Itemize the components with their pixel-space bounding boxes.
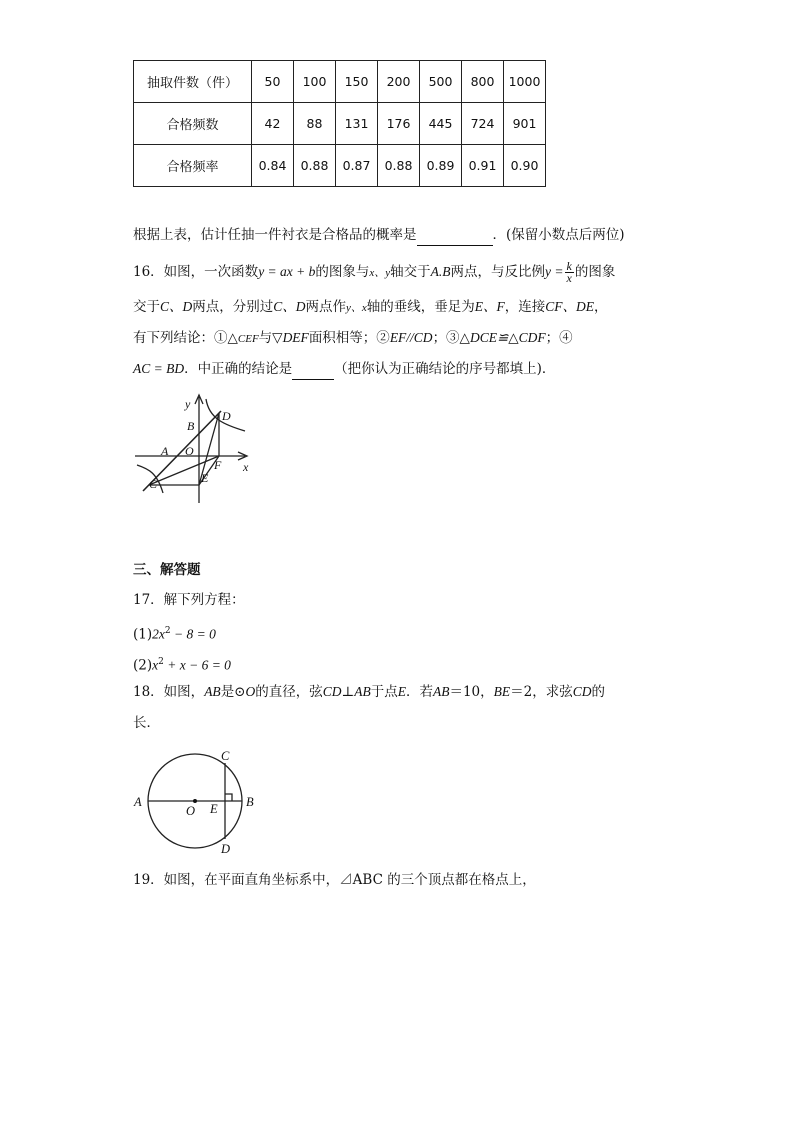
row-header: 合格频率 <box>134 145 252 187</box>
q16-line-1: 16．如图，一次函数y = ax + b的图象与x、y轴交于A.B两点，与反比例y = $\frac{k}{x}$ 的图象 <box>133 259 616 285</box>
label-y: y <box>185 397 191 411</box>
table-cell: 901 <box>504 103 546 145</box>
label-E: E <box>210 802 218 816</box>
q17-part-1: $(1)2x^2 - 8 = 0$ <box>133 626 216 643</box>
label-O: O <box>185 444 194 458</box>
table-cell: 0.89 <box>420 145 462 187</box>
center-dot <box>193 799 197 803</box>
q18-line-2: 长． <box>133 715 160 731</box>
answer-blank[interactable] <box>417 225 493 246</box>
table-cell: 0.91 <box>462 145 504 187</box>
table-cell: 200 <box>378 61 420 103</box>
label-C: C <box>221 749 230 763</box>
table-row <box>134 61 546 103</box>
q17-title: 17．解下列方程： <box>133 592 245 608</box>
row-header: 抽取件数（件） <box>134 61 252 103</box>
label-F: F <box>214 458 222 472</box>
q16-line-4: AC = BD．中正确的结论是 （把你认为正确结论的序号都填上)． <box>133 359 555 380</box>
right-angle-mark <box>225 794 232 801</box>
q15-text: 根据上表，估计任抽一件衬衣是合格品的概率是 ．(保留小数点后两位) <box>133 225 625 246</box>
q16-figure <box>135 393 260 505</box>
table-cell: 150 <box>336 61 378 103</box>
table-cell: 0.88 <box>378 145 420 187</box>
table-cell: 50 <box>252 61 294 103</box>
table-cell: 131 <box>336 103 378 145</box>
table-cell: 100 <box>294 61 336 103</box>
table-row <box>134 103 546 145</box>
section-heading: 三、解答题 <box>133 562 201 578</box>
table-cell: 0.90 <box>504 145 546 187</box>
q19-text: 19．如图，在平面直角坐标系中，⊿ABC 的三个顶点都在格点上， <box>133 872 536 888</box>
answer-blank[interactable] <box>292 359 334 380</box>
table-cell: 445 <box>420 103 462 145</box>
table-cell: 176 <box>378 103 420 145</box>
label-x: x <box>243 460 249 474</box>
label-B: B <box>187 419 195 433</box>
table-cell: 0.88 <box>294 145 336 187</box>
label-E: E <box>201 471 209 485</box>
label-A: A <box>134 795 142 809</box>
label-B: B <box>246 795 254 809</box>
label-C: C <box>149 477 158 491</box>
q16-line-2: 交于C、D两点，分别过C、D两点作y、x轴的垂线，垂足为E、F，连接CF、DE， <box>133 299 608 315</box>
label-O: O <box>186 804 196 818</box>
table-row <box>134 145 546 187</box>
frequency-table <box>133 60 546 187</box>
table-cell: 800 <box>462 61 504 103</box>
label-A: A <box>161 444 169 458</box>
q16-line-3: 有下列结论：①△CEF与▽DEF面积相等；②EF//CD；③△DCE≌△CDF；④ <box>133 330 573 346</box>
table-cell: 0.84 <box>252 145 294 187</box>
fraction-k-over-x: $\frac{k}{x}$ <box>566 259 572 285</box>
q17-part-2: $(2)x^2 + x - 6 = 0$ <box>133 657 231 674</box>
table-cell: 500 <box>420 61 462 103</box>
row-header: 合格频数 <box>134 103 252 145</box>
label-D: D <box>222 409 231 423</box>
table-cell: 0.87 <box>336 145 378 187</box>
table-cell: 1000 <box>504 61 546 103</box>
q18-line-1: 18．如图，AB是⊙O的直径，弦CD⊥AB于点E．若AB＝10，BE＝2，求弦CD的 <box>133 684 606 700</box>
table-cell: 724 <box>462 103 504 145</box>
label-D: D <box>221 842 231 856</box>
table-cell: 88 <box>294 103 336 145</box>
q18-figure <box>130 745 265 860</box>
table-cell: 42 <box>252 103 294 145</box>
